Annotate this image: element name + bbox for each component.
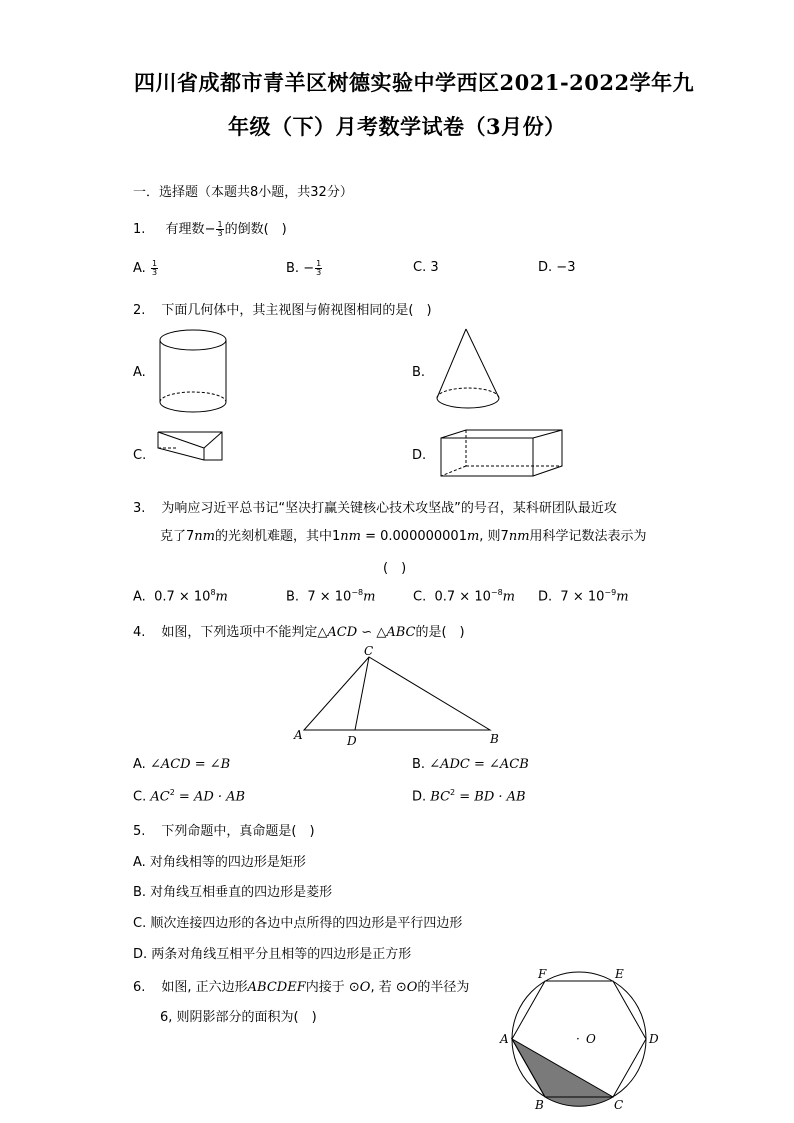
label-e: E [615,967,624,981]
q5-option-d[interactable]: D. 两条对角线互相平分且相等的四边形是正方形 [133,947,412,962]
hexagon-circle-figure [497,963,667,1113]
triangular-prism-figure [156,428,228,468]
question-1: 1. 有理数− $\frac{1}{3}$ 的倒数( ) [133,220,287,238]
label-b: B [490,732,499,746]
label-b: B [535,1098,544,1112]
question-6-line2: 6, 则阴影部分的面积为( ) [160,1010,317,1025]
cylinder-figure [155,328,235,416]
question-3-line3: ( ) [383,561,407,576]
label-c: C [364,644,374,658]
question-3-line1: 3. 为响应习近平总书记“坚决打赢关键核心技术攻坚战”的号召，某科研团队最近攻 [133,501,617,516]
q2-option-a[interactable]: A. [133,365,146,380]
q3-option-b[interactable]: B. $7 \times 10^{-8}m$ [286,588,376,605]
label-d: D [649,1032,659,1046]
question-4: 4. 如图，下列选项中不能判定△ACD ∽ △ABC的是( ) [133,625,465,640]
q1-option-c[interactable]: C. 3 [413,260,439,275]
label-f: F [538,967,547,981]
cuboid-figure [438,428,568,480]
q1-option-a[interactable]: A. $\frac{1}{3}$ [133,259,158,277]
page-title-line1: 四川省成都市青羊区树德实验中学西区2021-2022学年九 [134,70,695,95]
q5-option-a[interactable]: A. 对角线相等的四边形是矩形 [133,855,306,870]
cone-figure [432,325,512,417]
q1-option-d[interactable]: D. −3 [538,260,576,275]
q5-option-c[interactable]: C. 顺次连接四边形的各边中点所得的四边形是平行四边形 [133,916,463,931]
question-5: 5. 下列命题中，真命题是( ) [133,824,315,839]
q2-option-c[interactable]: C. [133,448,147,463]
fraction: $\frac{1}{3}$ [316,259,322,277]
q2-option-b[interactable]: B. [412,365,426,380]
q2-option-d[interactable]: D. [412,448,427,463]
question-2: 2. 下面几何体中，其主视图与俯视图相同的是( ) [133,303,432,318]
section-heading: 一．选择题（本题共8小题，共32分） [133,185,353,200]
q4-option-c[interactable]: C. $AC^2$ = AD · AB [133,788,246,805]
q4-option-d[interactable]: D. $BC^2$ = BD · AB [412,788,526,805]
label-a: A [294,728,303,742]
label-c: C [614,1098,624,1112]
fraction: $\frac{1}{3}$ [217,220,223,238]
triangle-figure [292,643,507,748]
q3-option-d[interactable]: D. $7 \times 10^{-9}m$ [538,588,629,605]
question-3-line2: 克了7nm的光刻机难题，其中1nm = 0.000000001m, 则7nm用科学记数法表示为 [160,529,647,544]
label-o: O [586,1032,596,1046]
question-6-line1: 6. 如图, 正六边形ABCDEF内接于 ⊙O, 若 ⊙O的半径为 [133,980,470,995]
q5-option-b[interactable]: B. 对角线互相垂直的四边形是菱形 [133,885,333,900]
page-title-line2: 年级（下）月考数学试卷（3月份） [228,114,566,139]
q4-option-b[interactable]: B. ∠ADC = ∠ACB [412,757,529,772]
q3-option-a[interactable]: A. $0.7 \times 10^8m$ [133,588,228,605]
center-dot: · [576,1032,580,1046]
question-number: 1. [133,222,146,237]
label-a: A [500,1032,509,1046]
fraction: $\frac{1}{3}$ [151,259,158,277]
q3-option-c[interactable]: C. $0.7 \times 10^{-8}m$ [413,588,515,605]
q4-option-a[interactable]: A. ∠ACD = ∠B [133,757,231,772]
q1-option-b[interactable]: B. − $\frac{1}{3}$ [286,259,322,277]
label-d: D [347,734,357,748]
